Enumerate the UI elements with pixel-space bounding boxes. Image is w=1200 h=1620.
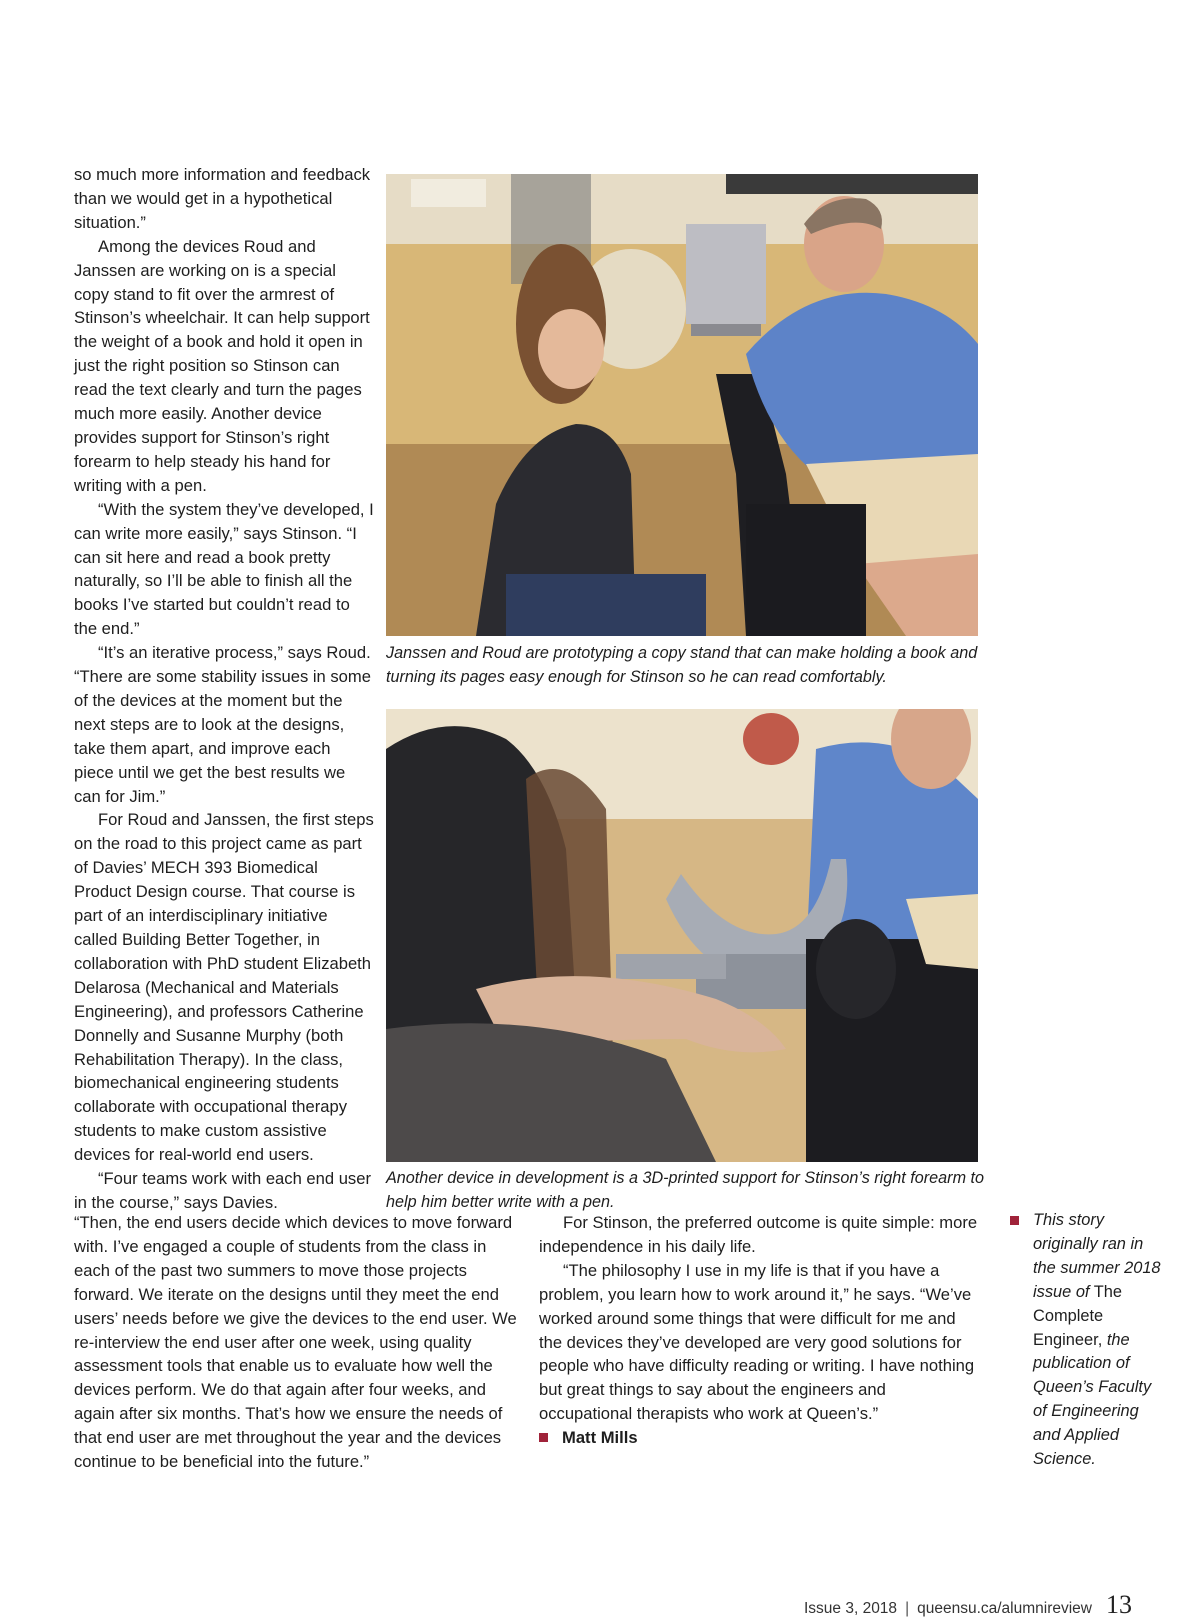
paragraph: For Stinson, the preferred outcome is quite simple: more independence in his daily life. xyxy=(539,1213,978,1256)
photo-forearm-support xyxy=(386,709,978,1162)
paragraph: For Roud and Janssen, the first steps on the road to this project came as part of Davies’ MECH 393 Biomedical Product Design course. That course is part of an interdisciplinary initiative called Building Better Together, in collaboration with PhD student Elizabeth Delarosa (Mechanical and Materials Engineering), and professors Catherine Donnelly and Susanne Murphy (both Rehabilitation Therapy). In the class, biomechanical engineering students collaborate with occupational therapy students to make custom assistive devices for real-world end users. xyxy=(74,810,374,1165)
sidebar-text xyxy=(1033,1209,1163,1472)
photo-copy-stand xyxy=(386,174,978,636)
footer-url: queensu.ca/alumnireview xyxy=(917,1600,1092,1617)
article-column-left xyxy=(74,1211,518,1474)
footer-separator: | xyxy=(905,1600,910,1617)
paragraph: so much more information and feedback than we would get in a hypothetical situation.” xyxy=(74,165,371,232)
byline xyxy=(539,1426,979,1450)
author-name: Matt Mills xyxy=(562,1428,638,1448)
article-column-narrow xyxy=(74,163,374,1215)
paragraph: Among the devices Roud and Janssen are working on is a special copy stand to fit over the armrest of Stinson’s wheelchair. It can help support the weight of a book and hold it open in just the right position so Stinson can read the text clearly and turn the pages much more easily. Another device provides support for Stinson’s right forearm to help steady his hand for writing with a pen. xyxy=(74,236,370,495)
publication-name: The Complete Engineer, xyxy=(1033,1282,1123,1349)
article-column-right xyxy=(539,1211,979,1450)
sidebar-text-part: the publication of Queen’s Faculty of Engineering and Applied Science. xyxy=(1033,1330,1152,1469)
paragraph: “With the system they’ve developed, I can write more easily,” says Stinson. “I can sit here and read a book pretty naturally, so I’ll be able to finish all the books I’ve started but couldn’t read to the end.” xyxy=(74,499,374,639)
bullet-square-icon xyxy=(539,1433,548,1442)
page-number: 13 xyxy=(1106,1590,1132,1619)
photo-caption: Another device in development is a 3D-printed support for Stinson’s right forearm to help him better write with a pen. xyxy=(386,1169,985,1211)
paragraph: “Four teams work with each end user in the course,” says Davies. xyxy=(74,1169,371,1212)
paragraph: “It’s an iterative process,” says Roud. “There are some stability issues in some of the devices at the moment but the next steps are to look at the designs, take them apart, and improve each piece until we get the best results we can for Jim.” xyxy=(74,643,371,806)
paragraph: “Then, the end users decide which devices to move forward with. I’ve engaged a couple of students from the class in each of the past two summers to move those projects forward. We iterate on the designs until they meet the end users’ needs before we give the devices to the end user. We re-interview the end user after one week, using quality assessment tools that enable us to evaluate how well the devices perform. We do that again after four weeks, and again after six months. That’s how we ensure the needs of that end user are met throughout the year and the devices continue to be beneficial into the future.” xyxy=(74,1213,517,1472)
photo-caption: Janssen and Roud are prototyping a copy stand that can make holding a book and turning its pages easy enough for Stinson so he can read comfortably. xyxy=(386,644,978,686)
issue-label: Issue 3, 2018 xyxy=(803,1600,898,1617)
paragraph: “The philosophy I use in my life is that if you have a problem, you learn how to work around it,” he says. “We’ve worked around some things that were difficult for me and the devices they’ve developed are very good solutions for people who have difficulty reading or writing. I have nothing but great things to say about the engineers and occupational therapists who work at Queen’s.” xyxy=(539,1260,975,1424)
sidebar-text-part: This story originally ran in the summer 2018 issue of xyxy=(1033,1211,1161,1301)
sidebar-note xyxy=(1010,1209,1170,1472)
page-footer xyxy=(804,1590,1132,1620)
bullet-square-icon xyxy=(1010,1216,1019,1225)
